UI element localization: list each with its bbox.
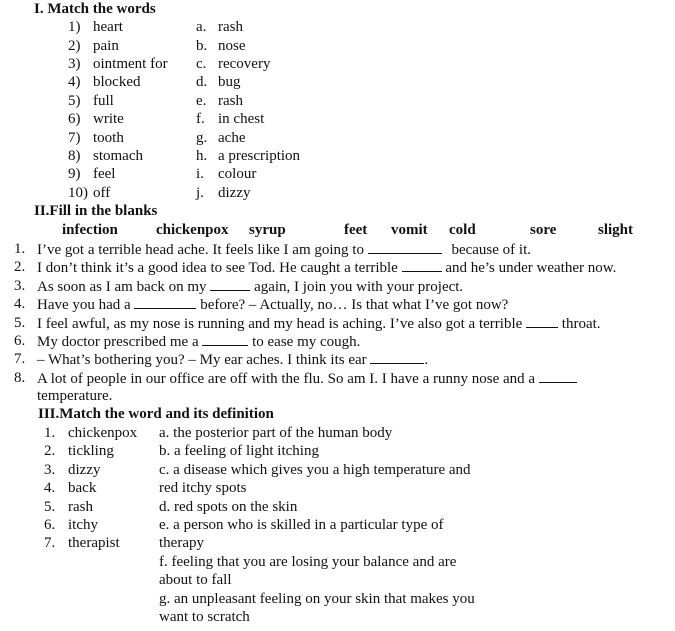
- section1-title: I. Match the words: [34, 1, 156, 17]
- answer-blank[interactable]: [402, 258, 442, 272]
- left-item-num: 2): [68, 38, 81, 54]
- sentence-text: As soon as I am back on my again, I join you with your project.: [37, 279, 464, 295]
- sentence-number: 4.: [14, 296, 26, 312]
- right-item-word: a prescription: [218, 148, 301, 164]
- right-item-letter: c.: [196, 56, 207, 72]
- word-item: itchy: [68, 517, 98, 533]
- right-item-letter: d.: [196, 74, 208, 90]
- sentence-number: 1.: [14, 241, 26, 257]
- definition-line: therapy: [159, 535, 204, 551]
- left-item-num: 4): [68, 74, 81, 90]
- word-bank-item: chickenpox: [156, 222, 229, 238]
- right-item-letter: h.: [196, 148, 208, 164]
- left-item-word: tooth: [93, 130, 124, 146]
- right-item-word: rash: [218, 93, 243, 109]
- right-item-word: bug: [218, 74, 241, 90]
- right-item-word: rash: [218, 19, 243, 35]
- word-item: back: [68, 480, 97, 496]
- answer-blank[interactable]: [134, 295, 196, 309]
- definition-line: red itchy spots: [159, 480, 247, 496]
- section2-title: II.Fill in the blanks: [34, 203, 158, 219]
- answer-blank[interactable]: [202, 332, 248, 346]
- sentence-text: I feel awful, as my nose is running and my head is aching. I’ve also got a terrible throat.: [37, 316, 601, 332]
- left-item-word: feel: [93, 166, 116, 182]
- right-item-word: nose: [218, 38, 246, 54]
- left-item-num: 6): [68, 111, 81, 127]
- right-item-word: ache: [218, 130, 246, 146]
- sentence-number: 7.: [14, 351, 26, 367]
- sentence-text: My doctor prescribed me a to ease my cough.: [37, 334, 361, 350]
- sentence-text: Have you had a before? – Actually, no… Is that what I’ve got now?: [37, 297, 509, 313]
- right-item-word: recovery: [218, 56, 271, 72]
- left-item-word: pain: [93, 38, 119, 54]
- word-item: chickenpox: [68, 425, 138, 441]
- right-item-letter: b.: [196, 38, 208, 54]
- definition-line: f. feeling that you are losing your balance and are: [159, 554, 457, 570]
- right-item-word: dizzy: [218, 185, 251, 201]
- right-item-letter: e.: [196, 93, 207, 109]
- word-number: 4.: [44, 480, 56, 496]
- word-number: 7.: [44, 535, 56, 551]
- definition-line: e. a person who is skilled in a particular type of: [159, 517, 444, 533]
- right-item-letter: g.: [196, 130, 208, 146]
- sentence-text: – What’s bothering you? – My ear aches. I think its ear .: [37, 352, 429, 368]
- definition-line: b. a feeling of light itching: [159, 443, 319, 459]
- right-item-word: colour: [218, 166, 257, 182]
- right-item-letter: a.: [196, 19, 207, 35]
- word-item: tickling: [68, 443, 114, 459]
- left-item-word: blocked: [93, 74, 141, 90]
- left-item-word: heart: [93, 19, 123, 35]
- answer-blank[interactable]: [370, 350, 424, 364]
- section3-title: III.Match the word and its definition: [38, 406, 274, 422]
- sentence-text: A lot of people in our office are off with the flu. So am I. I have a runny nose and a: [37, 369, 577, 388]
- answer-blank[interactable]: [526, 314, 558, 328]
- word-bank-item: sore: [530, 222, 557, 238]
- left-item-num: 7): [68, 130, 81, 146]
- answer-blank[interactable]: [368, 240, 442, 254]
- definition-line: d. red spots on the skin: [159, 499, 298, 515]
- sentence-text: I don’t think it’s a good idea to see Tod. He caught a terrible and he’s under weather now.: [37, 260, 617, 276]
- sentence-text: I’ve got a terrible head ache. It feels like I am going to because of it.: [37, 242, 532, 258]
- left-item-word: write: [93, 111, 124, 127]
- sentence-number: 3.: [14, 278, 26, 294]
- word-number: 5.: [44, 499, 56, 515]
- word-number: 6.: [44, 517, 56, 533]
- word-item: rash: [68, 499, 93, 515]
- left-item-num: 3): [68, 56, 81, 72]
- left-item-num: 9): [68, 166, 81, 182]
- answer-blank[interactable]: [210, 277, 250, 291]
- word-bank-item: infection: [62, 222, 118, 238]
- answer-blank[interactable]: [539, 369, 577, 383]
- left-item-word: stomach: [93, 148, 143, 164]
- right-item-letter: j.: [196, 185, 204, 201]
- left-item-word: off: [93, 185, 111, 201]
- right-item-letter: i.: [196, 166, 204, 182]
- left-item: 1): [68, 19, 81, 35]
- definition-line: about to fall: [159, 572, 232, 588]
- left-item-num: 8): [68, 148, 81, 164]
- definition-line: c. a disease which gives you a high temperature and: [159, 462, 471, 478]
- sentence-number: 6.: [14, 333, 26, 349]
- right-item-letter: f.: [196, 111, 205, 127]
- left-item-num: 5): [68, 93, 81, 109]
- sentence-number: 5.: [14, 315, 26, 331]
- word-bank-item: cold: [449, 222, 476, 238]
- word-number: 3.: [44, 462, 56, 478]
- word-number: 2.: [44, 443, 56, 459]
- definition-line: a. the posterior part of the human body: [159, 425, 393, 441]
- word-number: 1.: [44, 425, 56, 441]
- definition-line: g. an unpleasant feeling on your skin that makes you: [159, 591, 475, 607]
- sentence-number: 2.: [14, 259, 26, 275]
- word-item: therapist: [68, 535, 120, 551]
- left-item-word: full: [93, 93, 114, 109]
- word-bank-item: syrup: [249, 222, 286, 238]
- definition-line: want to scratch: [159, 609, 250, 625]
- sentence-continuation: temperature.: [37, 388, 113, 404]
- sentence-number: 8.: [14, 370, 26, 386]
- word-bank-item: feet: [344, 222, 368, 238]
- left-item-num: 10): [68, 185, 88, 201]
- right-item-word: in chest: [218, 111, 265, 127]
- word-bank-item: vomit: [391, 222, 428, 238]
- word-bank-item: slight: [598, 222, 634, 238]
- word-item: dizzy: [68, 462, 101, 478]
- left-item-word: ointment for: [93, 56, 168, 72]
